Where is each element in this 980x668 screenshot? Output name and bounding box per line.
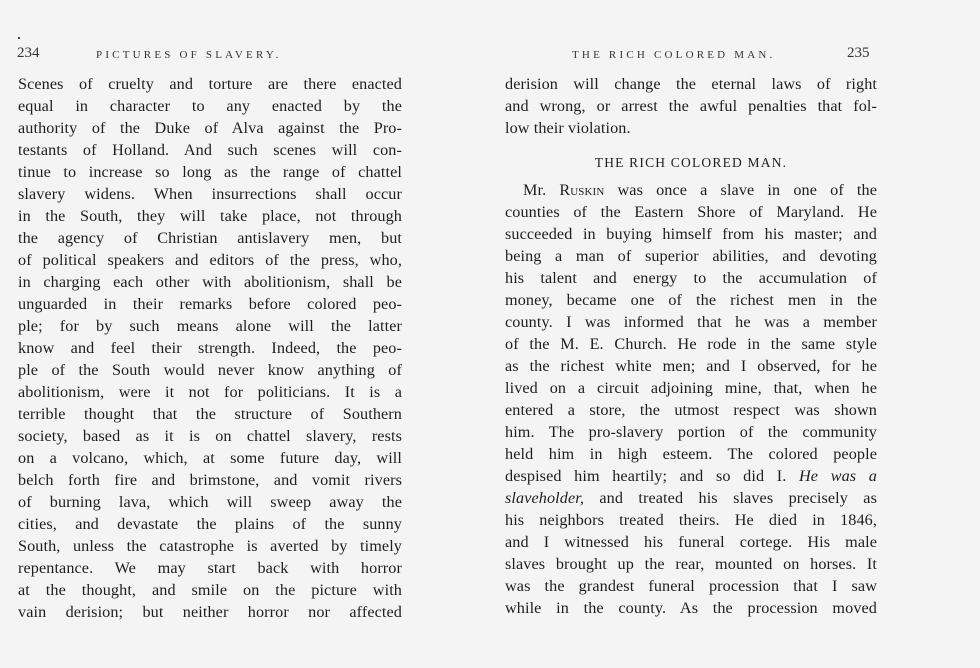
text-line: belch forth fire and brimstone, and vomit rivers xyxy=(18,471,402,489)
text-line: derision will change the eternal laws of right xyxy=(505,75,877,93)
text-line: slaves brought up the rear, mounted on horses. It xyxy=(505,555,877,573)
text-line: was the grandest funeral procession that I saw xyxy=(505,577,877,595)
text-line: and wrong, or arrest the awful penalties that fol- xyxy=(505,97,877,115)
text-line: being a man of superior abilities, and devoting xyxy=(505,247,877,265)
running-head: PICTURES OF SLAVERY. xyxy=(96,49,282,61)
text-line: counties of the Eastern Shore of Maryland. He xyxy=(505,203,877,221)
text-line: tinue to increase so long as the range of chattel xyxy=(18,163,402,181)
text-line: Scenes of cruelty and torture are there enacted xyxy=(18,75,402,93)
text-line: in the South, they will take place, not through xyxy=(18,207,402,225)
text-line: entered a store, the utmost respect was shown xyxy=(505,401,877,419)
text-line: unguarded in their remarks before colored peo- xyxy=(18,295,402,313)
text-line: and I witnessed his funeral cortege. His male xyxy=(505,533,877,551)
text-line: county. I was informed that he was a member xyxy=(505,313,877,331)
text-line: terrible thought that the structure of Southern xyxy=(18,405,402,423)
text-line: society, based as it is on chattel slavery, rests xyxy=(18,427,402,445)
text-fragment: and treated his slaves precisely as xyxy=(583,489,877,507)
text-line: authority of the Duke of Alva against the Pro- xyxy=(18,119,402,137)
text-line: of the M. E. Church. He rode in the same style xyxy=(505,335,877,353)
text-line xyxy=(505,487,877,509)
text-line: as the richest white men; and I observed, for he xyxy=(505,357,877,375)
text-fragment: Mr. xyxy=(523,181,560,199)
section-heading: THE RICH COLORED MAN. xyxy=(594,155,788,170)
text-line: equal in character to any enacted by the xyxy=(18,97,402,115)
text-line: his neighbors treated theirs. He died in 1846, xyxy=(505,511,877,529)
text-line: his talent and energy to the accumulation of xyxy=(505,269,877,287)
scan-speck xyxy=(18,37,20,39)
text-fragment: was once a slave in one of the xyxy=(604,181,877,199)
person-name: Ruskin xyxy=(559,181,605,199)
emphasis-text: slaveholder, xyxy=(505,489,584,507)
text-line: while in the county. As the procession moved xyxy=(505,599,877,617)
text-line: ple of the South would never know anything of xyxy=(18,361,402,379)
text-line: of burning lava, which will sweep away the xyxy=(18,493,402,511)
text-fragment: despised him heartily; and so did I. xyxy=(505,467,800,485)
text-line: testants of Holland. And such scenes will con- xyxy=(18,141,402,159)
text-line: know and feel their strength. Indeed, the peo- xyxy=(18,339,402,357)
text-line: the agency of Christian antislavery men, but xyxy=(18,229,402,247)
text-line: held him in high esteem. The colored people xyxy=(505,445,877,463)
text-line: of political speakers and editors of the press, who, xyxy=(18,251,402,269)
text-line: South, unless the catastrophe is averted by timely xyxy=(18,537,402,555)
right-page xyxy=(490,0,980,668)
text-line: money, became one of the richest men in the xyxy=(505,291,877,309)
page-number: 234 xyxy=(17,45,40,61)
page-number: 235 xyxy=(847,45,870,61)
emphasis-text: He was a xyxy=(799,467,877,485)
text-line: abolitionism, were it not for politicians. It is a xyxy=(18,383,402,401)
running-head: THE RICH COLORED MAN. xyxy=(572,49,776,61)
text-line: ple; for by such means alone will the latter xyxy=(18,317,402,335)
text-line: low their violation. xyxy=(505,119,631,137)
text-line: in charging each other with abolitionism, shall be xyxy=(18,273,402,291)
text-line: slavery widens. When insurrections shall occur xyxy=(18,185,402,203)
text-line: at the thought, and smile on the picture with xyxy=(18,581,402,599)
text-line: vain derision; but neither horror nor affected xyxy=(18,603,402,621)
text-line: him. The pro-slavery portion of the community xyxy=(505,423,877,441)
text-line xyxy=(505,465,877,487)
body-text xyxy=(18,73,402,623)
text-line: succeeded in buying himself from his master; and xyxy=(505,225,877,243)
text-line: cities, and devastate the plains of the sunny xyxy=(18,515,402,533)
text-line: lived on a circuit adjoining mine, that, when he xyxy=(505,379,877,397)
text-line: on a volcano, which, at some future day, will xyxy=(18,449,402,467)
text-line: repentance. We may start back with horror xyxy=(18,559,402,577)
text-line xyxy=(505,179,877,201)
body-text xyxy=(505,73,877,619)
